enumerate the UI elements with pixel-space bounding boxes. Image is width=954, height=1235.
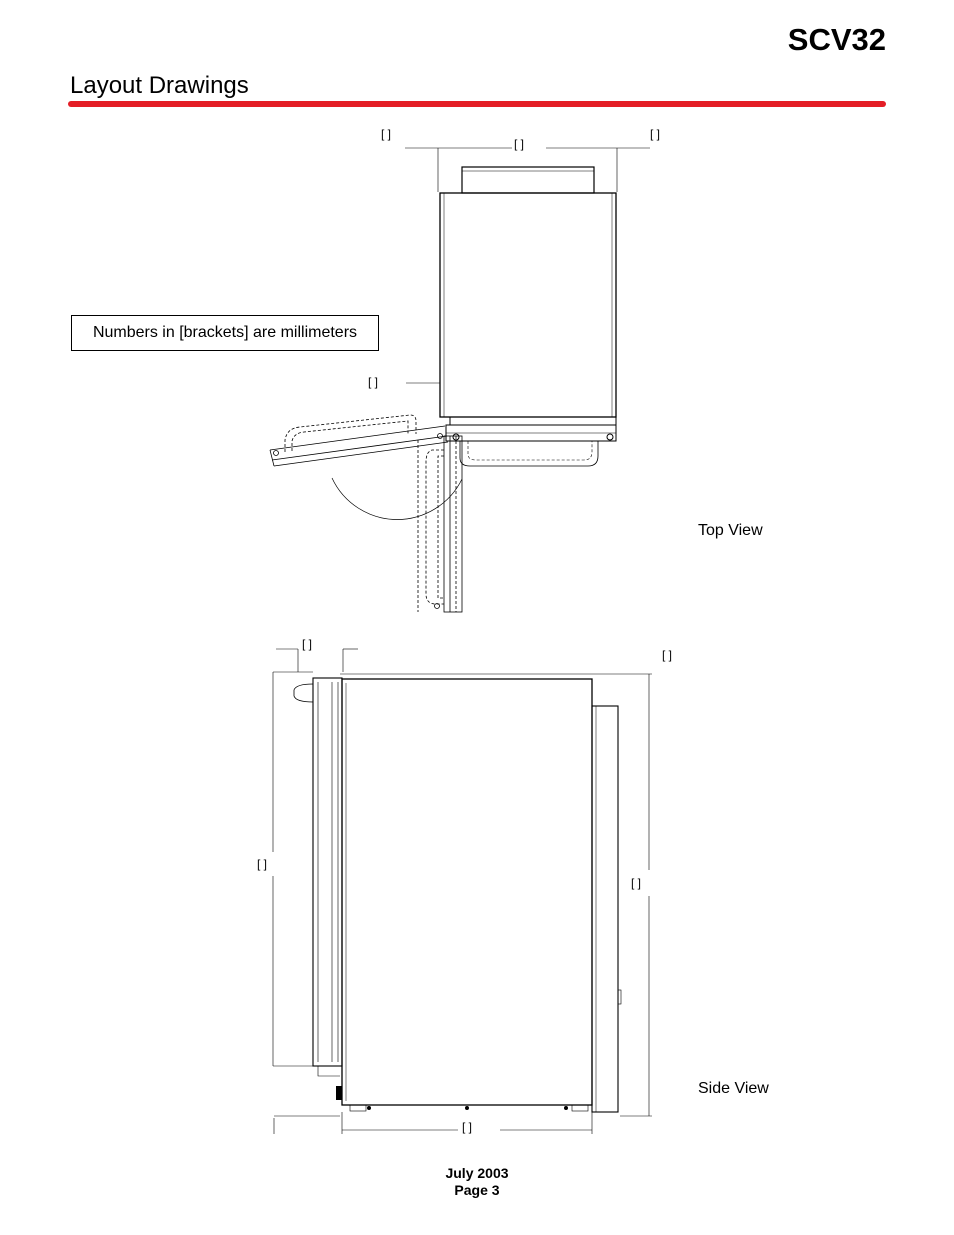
dim-bracket-overall-height: [ ] [631, 876, 642, 890]
top-view-drawing [270, 148, 650, 612]
footer-date: July 2003 [445, 1165, 509, 1181]
top-view-label: Top View [698, 522, 763, 539]
side-view-label: Side View [698, 1080, 769, 1097]
dim-bracket-door-depth: [ ] [302, 637, 313, 651]
units-note-text: Numbers in [brackets] are millimeters [92, 324, 358, 341]
model-number: SCV32 [787, 22, 886, 57]
dim-bracket-top-left: [ ] [381, 127, 392, 141]
footer-page: Page 3 [454, 1182, 500, 1198]
dim-bracket-door-height: [ ] [257, 857, 268, 871]
dimension-labels [257, 127, 672, 1134]
dim-bracket-top-offset: [ ] [662, 648, 673, 662]
side-view-drawing [273, 649, 652, 1134]
dim-bracket-cabinet-depth: [ ] [462, 1120, 473, 1134]
section-title: Layout Drawings [70, 72, 249, 99]
dim-bracket-top-width: [ ] [514, 137, 525, 151]
dim-bracket-top-right: [ ] [650, 127, 661, 141]
dim-bracket-side-clearance: [ ] [368, 375, 379, 389]
